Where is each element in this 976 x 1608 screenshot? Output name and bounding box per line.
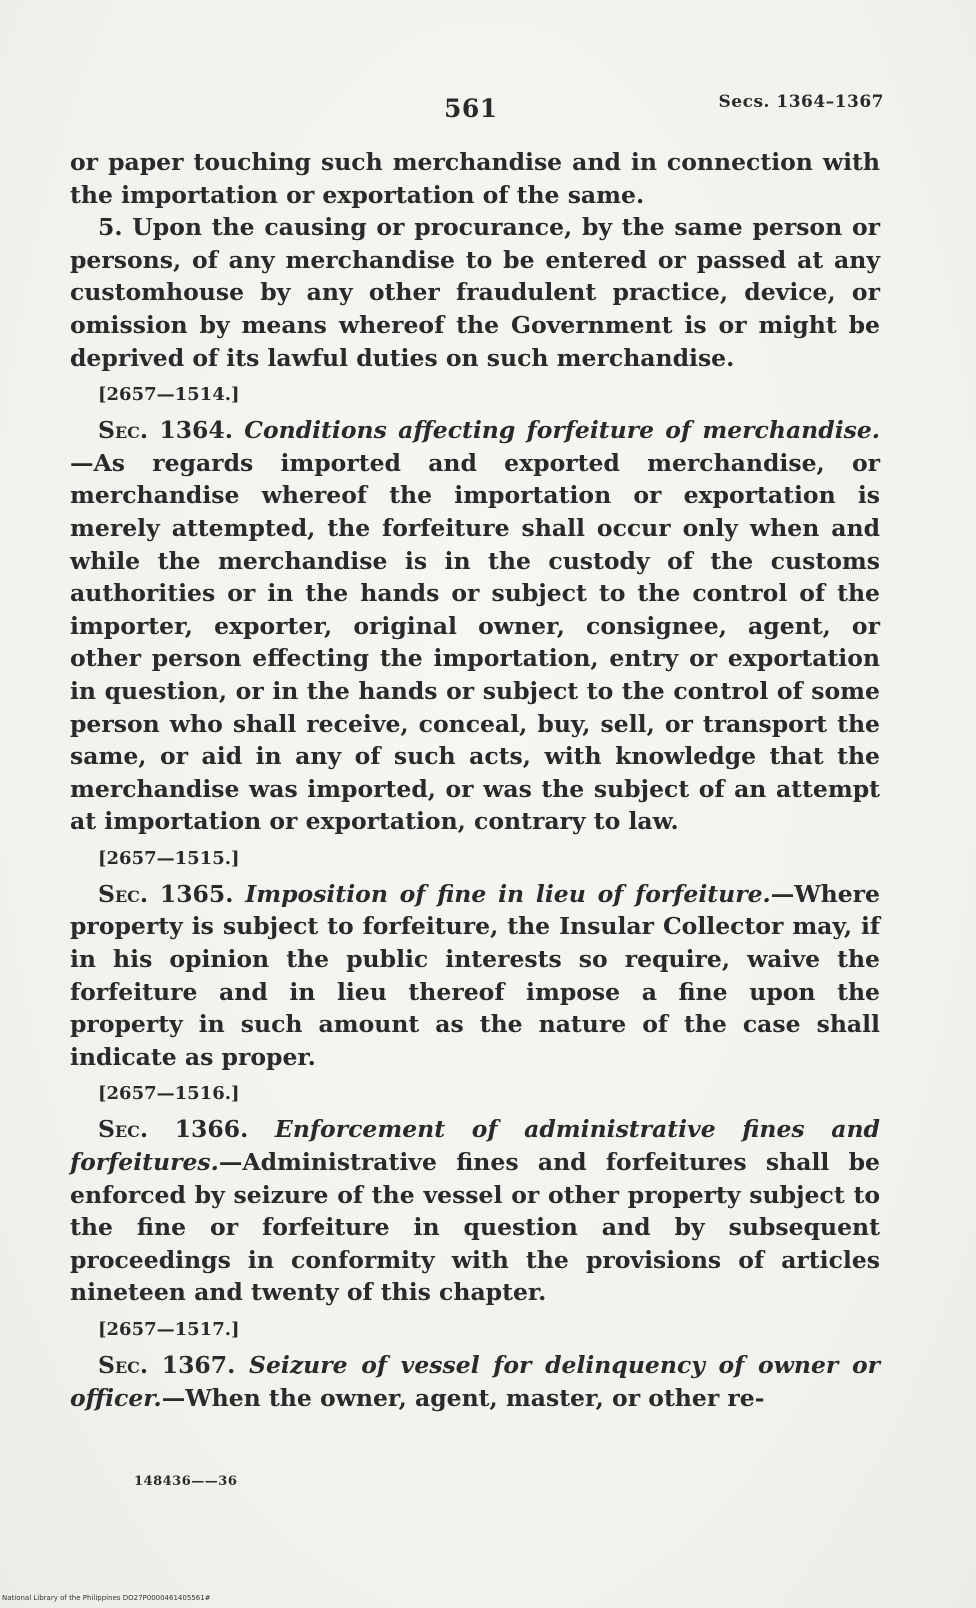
- page-number: 561: [444, 94, 498, 123]
- running-head: Secs. 1364–1367: [718, 92, 884, 112]
- citation-1365: [2657—1515.]: [98, 847, 240, 869]
- section-text: —As regards imported and exported merchandise, or merchandise whereof the importation or exportation is merely attempted, the forfeiture shall occur only when and while the merchandise is in the custody of the customs authorities or in the hands or subject to the control of the importer, exporter, original owner, consignee, agent, or other person effecting the importation, entry or exportation in question, or in the hands or subject to the control of some person who shall receive, conceal, buy, sell, or transport the same, or aid in any of such acts, with knowledge that the merchandise was imported, or was the subject of an attempt at importation or exportation, contrary to law.: [70, 448, 880, 836]
- section-1366: [70, 1113, 880, 1309]
- section-caption: Seizure of vessel for delinquency of owner or officer.: [70, 1351, 881, 1412]
- archive-watermark: National Library of the Philippines DO27P0000461405561#: [2, 1594, 211, 1602]
- section-1365: [70, 878, 880, 1074]
- citation-1366: [2657—1516.]: [98, 1083, 240, 1105]
- citation-1367: [2657—1517.]: [98, 1319, 240, 1340]
- section-caption: Enforcement of administrative fines and forfeitures.: [70, 1115, 880, 1177]
- item-5-paragraph: 5. Upon the causing or procurance, by the same person or persons, of any merchandise to be entered or passed at any customhouse by any other fraudulent practice, device, or omission by means whereof the Government is or might be deprived of its lawful duties on such merchandise.: [70, 213, 880, 372]
- section-label: Sec. 1367.: [98, 1351, 236, 1379]
- section-text: —When the owner, agent, master, or other re-: [161, 1383, 765, 1412]
- section-label: Sec. 1366.: [98, 1115, 249, 1144]
- section-1367: [70, 1349, 880, 1414]
- citation-1364: [2657—1514.]: [98, 384, 240, 406]
- section-caption: Imposition of fine in lieu of forfeiture.: [245, 879, 771, 908]
- section-text: —Administrative fines and forfeitures shall be enforced by seizure of the vessel or other property subject to the fine or forfeiture in question and by subsequent proceedings in conformity with the provisions of articles nineteen and twenty of this chapter.: [70, 1148, 880, 1307]
- page-header: [0, 92, 976, 132]
- section-caption: Conditions affecting forfeiture of merchandise.: [244, 416, 880, 445]
- section-1364: [70, 414, 880, 838]
- section-text: —Where property is subject to forfeiture, the Insular Collector may, if in his opinion the public interests so require, waive the forfeiture and in lieu thereof impose a fine upon the property in such amount as the nature of the case shall indicate as proper.: [70, 879, 880, 1071]
- section-label: Sec. 1365.: [98, 879, 234, 908]
- printer-signature: 148436——36: [134, 1474, 238, 1489]
- body-text: [70, 146, 880, 1414]
- section-label: Sec. 1364.: [98, 416, 233, 445]
- continuation-paragraph: or paper touching such merchandise and in connection with the importation or exportation of the same.: [70, 148, 880, 209]
